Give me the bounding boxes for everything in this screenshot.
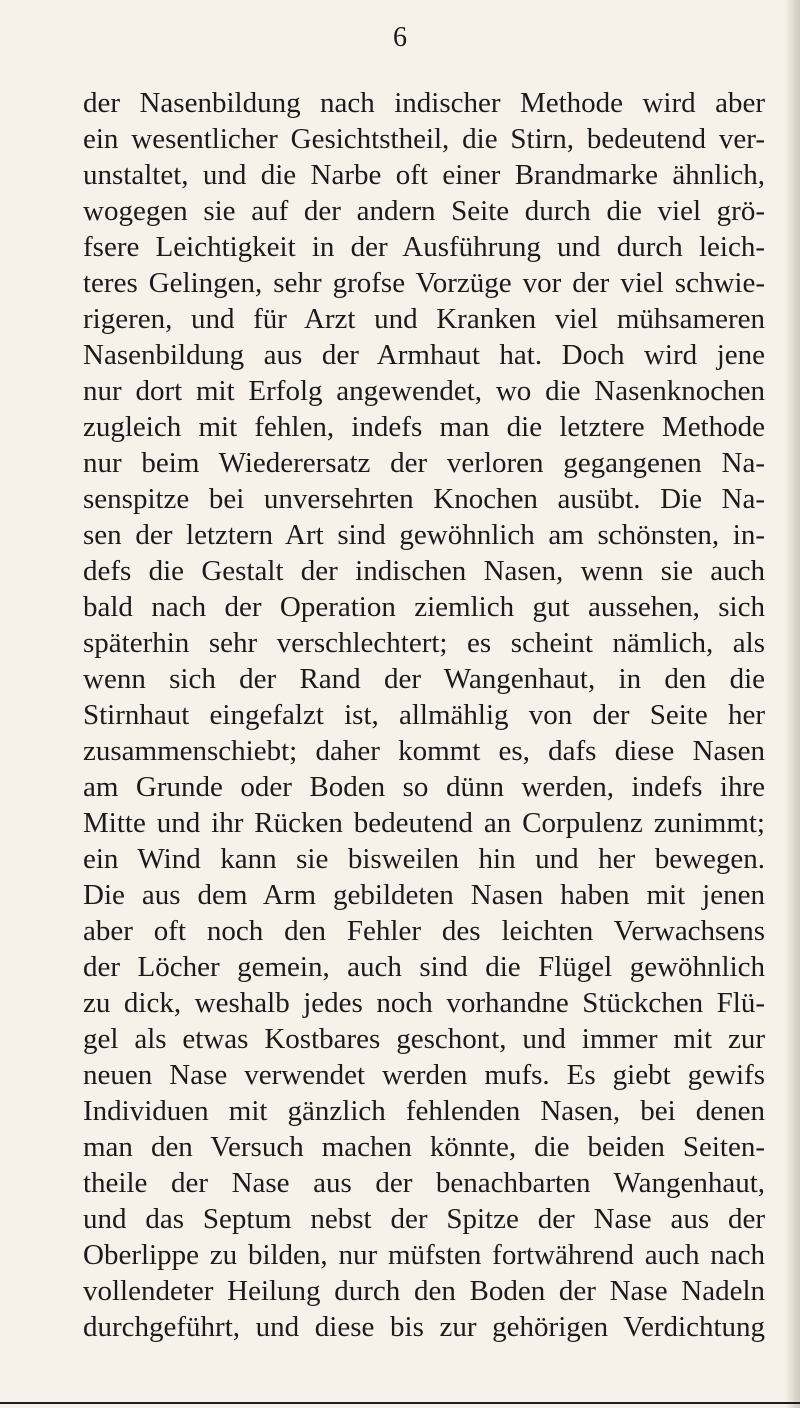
text-line: und das Septum nebst der Spitze der Nase aus der	[83, 1203, 765, 1235]
text-line: Individuen mit gänzlich fehlenden Nasen, bei denen	[83, 1095, 765, 1127]
text-line: sen der letztern Art sind gewöhnlich am schönsten, in-	[83, 519, 765, 551]
page-edge-shadow	[786, 0, 800, 1408]
text-line: unstaltet, und die Narbe oft einer Brandmarke ähnlich,	[83, 159, 765, 191]
text-line: vollendeter Heilung durch den Boden der Nase Nadeln	[83, 1275, 765, 1307]
text-line: rigeren, und für Arzt und Kranken viel mühsameren	[83, 303, 765, 335]
text-line: Oberlippe zu bilden, nur müfsten fortwährend auch nach	[83, 1239, 765, 1271]
bottom-border	[0, 1402, 800, 1404]
text-line: aber oft noch den Fehler des leichten Verwachsens	[83, 915, 765, 947]
page-edge-line	[795, 0, 797, 1408]
text-line: späterhin sehr verschlechtert; es scheint nämlich, als	[83, 627, 765, 659]
page-number: 6	[393, 22, 407, 53]
text-line: senspitze bei unversehrten Knochen ausübt. Die Na-	[83, 483, 765, 515]
text-line: zu dick, weshalb jedes noch vorhandne Stückchen Flü-	[83, 987, 765, 1019]
text-line: zugleich mit fehlen, indefs man die letztere Methode	[83, 411, 765, 443]
text-line: wenn sich der Rand der Wangenhaut, in den die	[83, 663, 765, 695]
text-line: teres Gelingen, sehr grofse Vorzüge vor der viel schwie-	[83, 267, 765, 299]
text-line: ein wesentlicher Gesichtstheil, die Stirn, bedeutend ver-	[83, 123, 765, 155]
text-line: theile der Nase aus der benachbarten Wangenhaut,	[83, 1167, 765, 1199]
text-line: Die aus dem Arm gebildeten Nasen haben mit jenen	[83, 879, 765, 911]
text-line: zusammenschiebt; daher kommt es, dafs diese Nasen	[83, 735, 765, 767]
text-line: der Löcher gemein, auch sind die Flügel gewöhnlich	[83, 951, 765, 983]
text-line: Mitte und ihr Rücken bedeutend an Corpulenz zunimmt;	[83, 807, 765, 839]
text-line: neuen Nase verwendet werden mufs. Es giebt gewifs	[83, 1059, 765, 1091]
text-line: Stirnhaut eingefalzt ist, allmählig von der Seite her	[83, 699, 765, 731]
text-line: nur beim Wiederersatz der verloren gegangenen Na-	[83, 447, 765, 479]
text-line: fsere Leichtigkeit in der Ausführung und durch leich-	[83, 231, 765, 263]
text-line: wogegen sie auf der andern Seite durch die viel grö-	[83, 195, 765, 227]
text-line: der Nasenbildung nach indischer Methode wird aber	[83, 87, 765, 119]
text-line: bald nach der Operation ziemlich gut aussehen, sich	[83, 591, 765, 623]
text-line: gel als etwas Kostbares geschont, und immer mit zur	[83, 1023, 765, 1055]
text-line: nur dort mit Erfolg angewendet, wo die Nasenknochen	[83, 375, 765, 407]
text-line: am Grunde oder Boden so dünn werden, indefs ihre	[83, 771, 765, 803]
text-line: ein Wind kann sie bisweilen hin und her bewegen.	[83, 843, 765, 875]
text-line: durchgeführt, und diese bis zur gehörigen Verdichtung	[83, 1311, 765, 1343]
text-line: Nasenbildung aus der Armhaut hat. Doch wird jene	[83, 339, 765, 371]
text-line: defs die Gestalt der indischen Nasen, wenn sie auch	[83, 555, 765, 587]
text-line: man den Versuch machen könnte, die beiden Seiten-	[83, 1131, 765, 1163]
